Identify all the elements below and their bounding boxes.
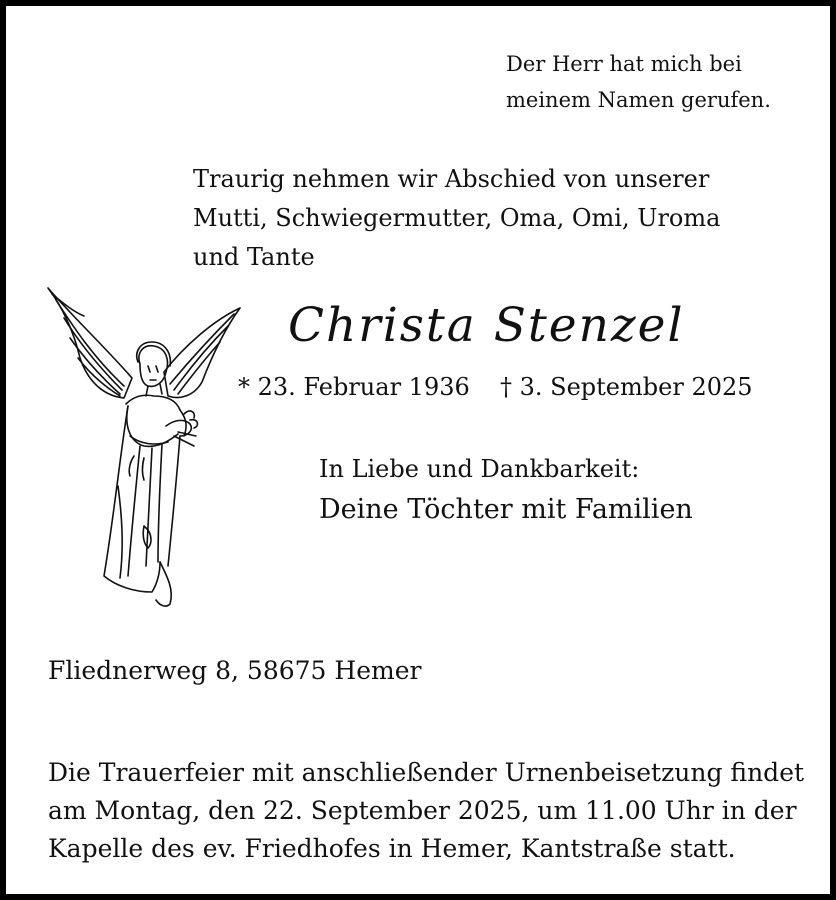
funeral-line-2: am Montag, den 22. September 2025, um 11.00 Uhr in der — [48, 796, 797, 825]
address: Fliednerweg 8, 58675 Hemer — [48, 656, 422, 685]
funeral-line-1: Die Trauerfeier mit anschließender Urnenbeisetzung findet — [48, 758, 805, 787]
farewell-line: In Liebe und Dankbarkeit: — [319, 455, 640, 483]
intro-line-2: Mutti, Schwiegermutter, Oma, Omi, Uroma — [193, 204, 721, 232]
intro-line-3: und Tante — [193, 243, 315, 271]
death-date: † 3. September 2025 — [500, 373, 753, 401]
verse-line-2: meinem Namen gerufen. — [506, 88, 771, 112]
birth-date: * 23. Februar 1936 — [238, 373, 470, 401]
funeral-line-3: Kapelle des ev. Friedhofes in Hemer, Kantstraße statt. — [48, 834, 736, 863]
deceased-name: Christa Stenzel — [288, 298, 685, 353]
angel-illustration — [44, 286, 244, 616]
verse-line-1: Der Herr hat mich bei — [506, 52, 742, 76]
signed-by: Deine Töchter mit Familien — [319, 494, 693, 525]
intro-line-1: Traurig nehmen wir Abschied von unserer — [193, 165, 710, 193]
